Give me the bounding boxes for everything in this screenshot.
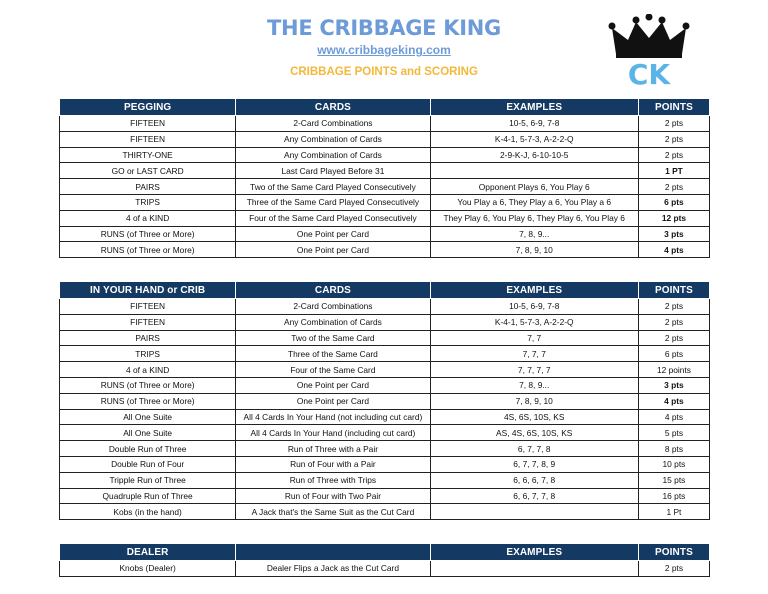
table-row [60,456,710,472]
hand-cell-category: Tripple Run of Three [60,472,236,488]
table-row [60,504,710,520]
pegging-header-points: POINTS [638,99,709,116]
hand-cell-points: 8 pts [638,441,709,457]
pegging-cell-points: 12 pts [638,210,709,226]
hand-cell-cards: Run of Four with a Pair [236,456,430,472]
hand-cell-examples: 7, 8, 9... [430,377,638,393]
hand-cell-cards: All 4 Cards In Your Hand (including cut card) [236,425,430,441]
hand-cell-points: 16 pts [638,488,709,504]
table-row [60,179,710,195]
table-row [60,393,710,409]
hand-cell-cards: 2-Card Combinations [236,299,430,315]
table-row [60,314,710,330]
dealer-header-points: POINTS [638,544,709,561]
pegging-cell-category: RUNS (of Three or More) [60,242,236,258]
hand-cell-points: 4 pts [638,393,709,409]
table-row [60,330,710,346]
hand-cell-cards: All 4 Cards In Your Hand (not including cut card) [236,409,430,425]
pegging-cell-category: RUNS (of Three or More) [60,226,236,242]
hand-cell-examples [430,504,638,520]
table-row [60,116,710,132]
hand-cell-category: 4 of a KIND [60,362,236,378]
hand-cell-examples: K-4-1, 5-7-3, A-2-2-Q [430,314,638,330]
dealer-table [59,543,710,577]
hand-header-row [60,282,710,299]
hand-cell-cards: Run of Three with Trips [236,472,430,488]
hand-cell-category: FIFTEEN [60,314,236,330]
crown-logo-icon [608,14,690,88]
pegging-cell-cards: One Point per Card [236,242,430,258]
table-row [60,425,710,441]
pegging-header-examples: EXAMPLES [430,99,638,116]
hand-cell-points: 2 pts [638,330,709,346]
hand-cell-examples: 6, 7, 7, 8, 9 [430,456,638,472]
table-row [60,561,710,577]
dealer-cell-cards: Dealer Flips a Jack as the Cut Card [236,561,430,577]
hand-cell-category: All One Suite [60,425,236,441]
table-row [60,147,710,163]
hand-cell-examples: 7, 7, 7 [430,346,638,362]
pegging-cell-category: TRIPS [60,194,236,210]
pegging-cell-cards: Any Combination of Cards [236,131,430,147]
hand-cell-cards: Run of Three with a Pair [236,441,430,457]
table-row [60,441,710,457]
pegging-cell-examples: You Play a 6, They Play a 6, You Play a 6 [430,194,638,210]
pegging-cell-points: 2 pts [638,147,709,163]
hand-cell-cards: One Point per Card [236,377,430,393]
table-row [60,210,710,226]
pegging-cell-examples: 2-9-K-J, 6-10-10-5 [430,147,638,163]
hand-cell-examples: 7, 8, 9, 10 [430,393,638,409]
table-row [60,226,710,242]
pegging-cell-category: FIFTEEN [60,131,236,147]
hand-cell-category: Double Run of Four [60,456,236,472]
pegging-cell-cards: Two of the Same Card Played Consecutively [236,179,430,195]
hand-table [59,281,710,520]
pegging-cell-category: 4 of a KIND [60,210,236,226]
table-row [60,488,710,504]
pegging-cell-points: 2 pts [638,116,709,132]
hand-cell-examples: AS, 4S, 6S, 10S, KS [430,425,638,441]
pegging-cell-examples: 10-5, 6-9, 7-8 [430,116,638,132]
pegging-cell-category: THIRTY-ONE [60,147,236,163]
hand-cell-cards: Any Combination of Cards [236,314,430,330]
dealer-cell-category: Knobs (Dealer) [60,561,236,577]
website-link[interactable]: www.cribbageking.com [317,43,451,57]
hand-cell-examples: 6, 6, 7, 7, 8 [430,488,638,504]
dealer-cell-points: 2 pts [638,561,709,577]
hand-cell-points: 2 pts [638,299,709,315]
hand-cell-cards: Four of the Same Card [236,362,430,378]
hand-cell-category: Kobs (in the hand) [60,504,236,520]
dealer-header-row [60,544,710,561]
pegging-cell-examples [430,163,638,179]
hand-cell-cards: Two of the Same Card [236,330,430,346]
pegging-cell-category: PAIRS [60,179,236,195]
pegging-cell-cards: Any Combination of Cards [236,147,430,163]
pegging-header-row [60,99,710,116]
hand-cell-examples: 6, 6, 6, 7, 8 [430,472,638,488]
hand-cell-examples: 4S, 6S, 10S, KS [430,409,638,425]
pegging-cell-examples: Opponent Plays 6, You Play 6 [430,179,638,195]
page-subtitle: CRIBBAGE POINTS and SCORING [290,66,478,78]
hand-cell-cards: Three of the Same Card [236,346,430,362]
pegging-cell-cards: One Point per Card [236,226,430,242]
table-row [60,194,710,210]
hand-cell-category: All One Suite [60,409,236,425]
hand-cell-category: PAIRS [60,330,236,346]
svg-text:CK: CK [627,58,671,88]
pegging-header-cards: CARDS [236,99,430,116]
pegging-cell-points: 1 PT [638,163,709,179]
pegging-cell-examples: They Play 6, You Play 6, They Play 6, You Play 6 [430,210,638,226]
table-row [60,163,710,179]
hand-cell-category: RUNS (of Three or More) [60,393,236,409]
table-row [60,242,710,258]
pegging-cell-examples: 7, 8, 9, 10 [430,242,638,258]
pegging-cell-points: 3 pts [638,226,709,242]
hand-cell-cards: Run of Four with Two Pair [236,488,430,504]
page-header [0,0,768,95]
hand-cell-points: 15 pts [638,472,709,488]
hand-cell-examples: 7, 7, 7, 7 [430,362,638,378]
pegging-header-category: PEGGING [60,99,236,116]
hand-header-category: IN YOUR HAND or CRIB [60,282,236,299]
pegging-cell-cards: Last Card Played Before 31 [236,163,430,179]
hand-cell-cards: A Jack that's the Same Suit as the Cut Card [236,504,430,520]
hand-cell-category: TRIPS [60,346,236,362]
hand-header-points: POINTS [638,282,709,299]
dealer-header-cards [236,544,430,561]
hand-cell-examples: 10-5, 6-9, 7-8 [430,299,638,315]
table-row [60,472,710,488]
pegging-cell-cards: Three of the Same Card Played Consecutively [236,194,430,210]
pegging-cell-category: GO or LAST CARD [60,163,236,179]
hand-header-cards: CARDS [236,282,430,299]
hand-cell-points: 3 pts [638,377,709,393]
dealer-header-examples: EXAMPLES [430,544,638,561]
table-row [60,346,710,362]
dealer-header-category: DEALER [60,544,236,561]
hand-cell-category: Quadruple Run of Three [60,488,236,504]
hand-header-examples: EXAMPLES [430,282,638,299]
hand-cell-points: 5 pts [638,425,709,441]
pegging-table [59,98,710,258]
page-title: THE CRIBBAGE KING [267,16,501,40]
hand-cell-points: 10 pts [638,456,709,472]
hand-cell-category: Double Run of Three [60,441,236,457]
hand-cell-points: 2 pts [638,314,709,330]
table-row [60,377,710,393]
pegging-cell-examples: K-4-1, 5-7-3, A-2-2-Q [430,131,638,147]
hand-cell-points: 12 points [638,362,709,378]
pegging-cell-examples: 7, 8, 9... [430,226,638,242]
hand-cell-examples: 7, 7 [430,330,638,346]
pegging-cell-points: 4 pts [638,242,709,258]
pegging-cell-points: 6 pts [638,194,709,210]
hand-cell-points: 1 Pt [638,504,709,520]
dealer-cell-examples [430,561,638,577]
hand-cell-points: 4 pts [638,409,709,425]
table-row [60,362,710,378]
pegging-cell-cards: 2-Card Combinations [236,116,430,132]
pegging-cell-cards: Four of the Same Card Played Consecutively [236,210,430,226]
table-row [60,131,710,147]
hand-cell-cards: One Point per Card [236,393,430,409]
hand-cell-category: FIFTEEN [60,299,236,315]
hand-cell-examples: 6, 7, 7, 8 [430,441,638,457]
hand-cell-category: RUNS (of Three or More) [60,377,236,393]
table-row [60,409,710,425]
table-row [60,299,710,315]
pegging-cell-category: FIFTEEN [60,116,236,132]
pegging-cell-points: 2 pts [638,179,709,195]
hand-cell-points: 6 pts [638,346,709,362]
pegging-cell-points: 2 pts [638,131,709,147]
